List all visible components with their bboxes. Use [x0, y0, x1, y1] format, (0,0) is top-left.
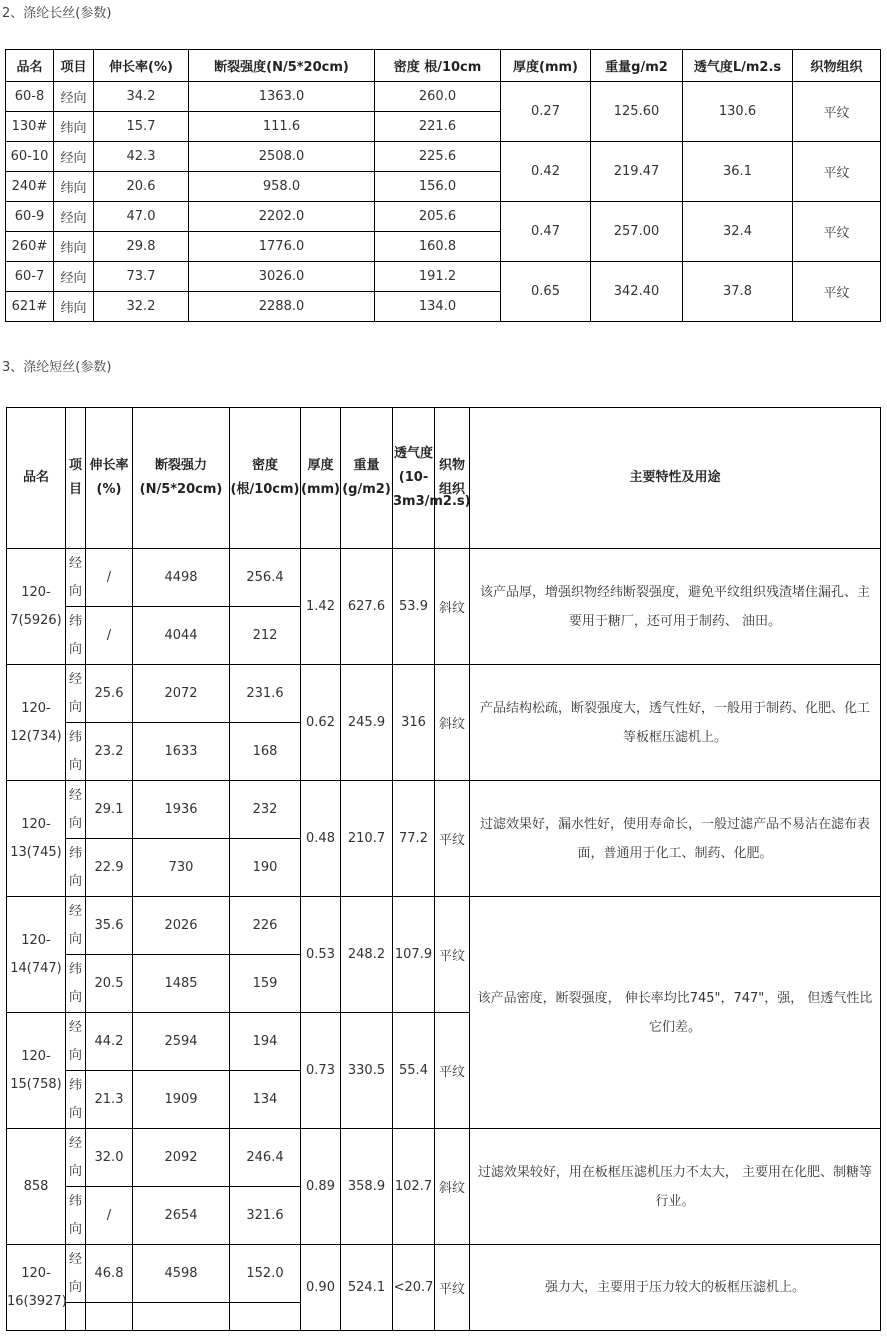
strength-cell: 1485: [133, 955, 230, 1013]
elongation-cell: 32.2: [94, 292, 189, 322]
weave-cell: 平纹: [435, 1013, 470, 1129]
product-name-cell: 120-13(745): [7, 781, 66, 897]
elongation-cell: 47.0: [94, 202, 189, 232]
item-cell: 纬向: [66, 607, 86, 665]
weave-cell: 平纹: [435, 1245, 470, 1331]
header-cell: 项目: [54, 50, 94, 82]
density-cell: 212: [230, 607, 301, 665]
header-cell: 密度 根/10cm: [375, 50, 501, 82]
strength-cell: 2654: [133, 1187, 230, 1245]
product-name-cell: 240#: [6, 172, 54, 202]
density-cell: 260.0: [375, 82, 501, 112]
elongation-cell: 42.3: [94, 142, 189, 172]
header-cell: 品名: [7, 408, 66, 549]
table-row: [7, 1129, 881, 1187]
thickness-cell: 0.89: [301, 1129, 341, 1245]
weave-cell: 平纹: [435, 781, 470, 897]
item-cell: 经向: [54, 202, 94, 232]
product-name-cell: 120-7(5926): [7, 549, 66, 665]
strength-cell: 1776.0: [189, 232, 375, 262]
item-cell: 经向: [66, 549, 86, 607]
permeability-cell: 107.9: [393, 897, 435, 1013]
header-cell: 品名: [6, 50, 54, 82]
table2-header-row: [7, 408, 881, 549]
density-cell: 256.4: [230, 549, 301, 607]
thickness-cell: 0.42: [501, 142, 591, 202]
header-cell: 厚度(mm): [301, 408, 341, 549]
product-name-cell: 120-16(3927): [7, 1245, 66, 1331]
strength-cell: 958.0: [189, 172, 375, 202]
permeability-cell: 36.1: [683, 142, 793, 202]
density-cell: 246.4: [230, 1129, 301, 1187]
elongation-cell: /: [86, 607, 133, 665]
density-cell: 221.6: [375, 112, 501, 142]
description-cell: 强力大，主要用于压力较大的板框压滤机上。: [470, 1245, 881, 1331]
item-cell: 经向: [66, 665, 86, 723]
item-cell: 经向: [66, 897, 86, 955]
header-cell: 伸长率(%): [86, 408, 133, 549]
product-name-cell: 60-9: [6, 202, 54, 232]
density-cell: 134.0: [375, 292, 501, 322]
elongation-cell: 73.7: [94, 262, 189, 292]
item-cell: [66, 1303, 86, 1331]
strength-cell: 2202.0: [189, 202, 375, 232]
product-name-cell: 120-15(758): [7, 1013, 66, 1129]
elongation-cell: 22.9: [86, 839, 133, 897]
section2-title: 3、涤纶短丝(参数): [2, 360, 112, 375]
thickness-cell: 0.27: [501, 82, 591, 142]
density-cell: 225.6: [375, 142, 501, 172]
strength-cell: 4598: [133, 1245, 230, 1303]
strength-cell: 730: [133, 839, 230, 897]
permeability-cell: <20.7: [393, 1245, 435, 1331]
density-cell: 152.0: [230, 1245, 301, 1303]
elongation-cell: /: [86, 549, 133, 607]
product-name-cell: 858: [7, 1129, 66, 1245]
strength-cell: 1633: [133, 723, 230, 781]
density-cell: 205.6: [375, 202, 501, 232]
weight-cell: 524.1: [341, 1245, 393, 1331]
product-name-cell: 60-8: [6, 82, 54, 112]
table-row: [6, 202, 881, 232]
table-row: [7, 665, 881, 723]
table-row: [7, 897, 881, 955]
header-cell: 厚度(mm): [501, 50, 591, 82]
item-cell: 经向: [66, 1129, 86, 1187]
weight-cell: 342.40: [591, 262, 683, 322]
elongation-cell: 29.1: [86, 781, 133, 839]
permeability-cell: 130.6: [683, 82, 793, 142]
item-cell: 经向: [66, 1245, 86, 1303]
elongation-cell: 29.8: [94, 232, 189, 262]
item-cell: 纬向: [66, 955, 86, 1013]
description-cell: 该产品厚，增强织物经纬断裂强度，避免平纹组织残渣堵住漏孔、主要用于糖厂，还可用于制药、 油田。: [470, 549, 881, 665]
item-cell: 经向: [54, 142, 94, 172]
item-cell: 纬向: [66, 1187, 86, 1245]
item-cell: 纬向: [54, 172, 94, 202]
density-cell: 160.8: [375, 232, 501, 262]
permeability-cell: 102.7: [393, 1129, 435, 1245]
header-cell: 织物组织: [435, 408, 470, 549]
strength-cell: 1936: [133, 781, 230, 839]
density-cell: 168: [230, 723, 301, 781]
weight-cell: 219.47: [591, 142, 683, 202]
product-name-cell: 621#: [6, 292, 54, 322]
elongation-cell: 35.6: [86, 897, 133, 955]
header-cell: 伸长率(%): [94, 50, 189, 82]
table-row: [6, 82, 881, 112]
density-cell: 191.2: [375, 262, 501, 292]
strength-cell: [133, 1303, 230, 1331]
table-row: [7, 781, 881, 839]
product-name-cell: 120-14(747): [7, 897, 66, 1013]
density-cell: 190: [230, 839, 301, 897]
weave-cell: 斜纹: [435, 665, 470, 781]
product-name-cell: 130#: [6, 112, 54, 142]
header-cell: 重量g/m2: [591, 50, 683, 82]
product-name-cell: 60-10: [6, 142, 54, 172]
header-cell: 断裂强度(N/5*20cm): [189, 50, 375, 82]
table-row: [6, 262, 881, 292]
strength-cell: 2594: [133, 1013, 230, 1071]
elongation-cell: 32.0: [86, 1129, 133, 1187]
description-cell: 过滤效果好，漏水性好，使用寿命长，一般过滤产品不易沾在滤布表面，普通用于化工、制药、化肥。: [470, 781, 881, 897]
product-name-cell: 260#: [6, 232, 54, 262]
elongation-cell: [86, 1303, 133, 1331]
table-row: [6, 142, 881, 172]
staple-params-table: [6, 407, 881, 1331]
elongation-cell: 20.5: [86, 955, 133, 1013]
weight-cell: 257.00: [591, 202, 683, 262]
filament-params-table: [5, 49, 881, 322]
permeability-cell: 37.8: [683, 262, 793, 322]
product-name-cell: 60-7: [6, 262, 54, 292]
item-cell: 经向: [54, 82, 94, 112]
elongation-cell: 46.8: [86, 1245, 133, 1303]
description-cell: 产品结构松疏，断裂强度大，透气性好，一般用于制药、化肥、化工等板框压滤机上。: [470, 665, 881, 781]
weave-cell: 平纹: [793, 262, 881, 322]
permeability-cell: 55.4: [393, 1013, 435, 1129]
strength-cell: 1363.0: [189, 82, 375, 112]
density-cell: 231.6: [230, 665, 301, 723]
strength-cell: 4498: [133, 549, 230, 607]
density-cell: 134: [230, 1071, 301, 1129]
weight-cell: 210.7: [341, 781, 393, 897]
product-name-cell: 120-12(734): [7, 665, 66, 781]
elongation-cell: 20.6: [94, 172, 189, 202]
weight-cell: 248.2: [341, 897, 393, 1013]
strength-cell: 1909: [133, 1071, 230, 1129]
density-cell: 232: [230, 781, 301, 839]
item-cell: 纬向: [54, 232, 94, 262]
elongation-cell: 25.6: [86, 665, 133, 723]
strength-cell: 111.6: [189, 112, 375, 142]
elongation-cell: 23.2: [86, 723, 133, 781]
item-cell: 纬向: [54, 292, 94, 322]
thickness-cell: 0.47: [501, 202, 591, 262]
strength-cell: 2072: [133, 665, 230, 723]
strength-cell: 2092: [133, 1129, 230, 1187]
section1-title: 2、涤纶长丝(参数): [2, 6, 112, 21]
permeability-cell: 32.4: [683, 202, 793, 262]
weave-cell: 斜纹: [435, 549, 470, 665]
elongation-cell: 44.2: [86, 1013, 133, 1071]
table1-header-row: [6, 50, 881, 82]
thickness-cell: 1.42: [301, 549, 341, 665]
header-cell: 织物组织: [793, 50, 881, 82]
density-cell: 156.0: [375, 172, 501, 202]
weave-cell: 平纹: [793, 142, 881, 202]
density-cell: 194: [230, 1013, 301, 1071]
header-cell: 透气度L/m2.s: [683, 50, 793, 82]
item-cell: 经向: [66, 781, 86, 839]
density-cell: 321.6: [230, 1187, 301, 1245]
weave-cell: 平纹: [793, 82, 881, 142]
weight-cell: 358.9: [341, 1129, 393, 1245]
table-row: [7, 549, 881, 607]
weight-cell: 125.60: [591, 82, 683, 142]
header-cell: 项目: [66, 408, 86, 549]
item-cell: 纬向: [54, 112, 94, 142]
elongation-cell: 15.7: [94, 112, 189, 142]
weave-cell: 平纹: [793, 202, 881, 262]
item-cell: 纬向: [66, 1071, 86, 1129]
weight-cell: 627.6: [341, 549, 393, 665]
description-cell: 过滤效果较好，用在板框压滤机压力不太大， 主要用在化肥、制糖等行业。: [470, 1129, 881, 1245]
thickness-cell: 0.62: [301, 665, 341, 781]
permeability-cell: 316: [393, 665, 435, 781]
thickness-cell: 0.65: [501, 262, 591, 322]
strength-cell: 2288.0: [189, 292, 375, 322]
item-cell: 经向: [66, 1013, 86, 1071]
header-cell: 重量(g/m2): [341, 408, 393, 549]
header-cell: 密度(根/10cm): [230, 408, 301, 549]
weave-cell: 平纹: [435, 897, 470, 1013]
item-cell: 纬向: [66, 839, 86, 897]
table-row: [7, 1245, 881, 1303]
density-cell: 159: [230, 955, 301, 1013]
header-cell: 透气度(10-3m3/m2.s): [393, 408, 435, 549]
density-cell: 226: [230, 897, 301, 955]
weave-cell: 斜纹: [435, 1129, 470, 1245]
item-cell: 纬向: [66, 723, 86, 781]
item-cell: 经向: [54, 262, 94, 292]
strength-cell: 2026: [133, 897, 230, 955]
header-cell: 断裂强力(N/5*20cm): [133, 408, 230, 549]
elongation-cell: 34.2: [94, 82, 189, 112]
thickness-cell: 0.48: [301, 781, 341, 897]
elongation-cell: 21.3: [86, 1071, 133, 1129]
strength-cell: 3026.0: [189, 262, 375, 292]
density-cell: [230, 1303, 301, 1331]
thickness-cell: 0.53: [301, 897, 341, 1013]
weight-cell: 330.5: [341, 1013, 393, 1129]
weight-cell: 245.9: [341, 665, 393, 781]
header-cell: 主要特性及用途: [470, 408, 881, 549]
permeability-cell: 53.9: [393, 549, 435, 665]
strength-cell: 2508.0: [189, 142, 375, 172]
permeability-cell: 77.2: [393, 781, 435, 897]
elongation-cell: /: [86, 1187, 133, 1245]
description-cell: 该产品密度，断裂强度， 伸长率均比745"，747"，强， 但透气性比它们差。: [470, 897, 881, 1129]
strength-cell: 4044: [133, 607, 230, 665]
thickness-cell: 0.73: [301, 1013, 341, 1129]
thickness-cell: 0.90: [301, 1245, 341, 1331]
